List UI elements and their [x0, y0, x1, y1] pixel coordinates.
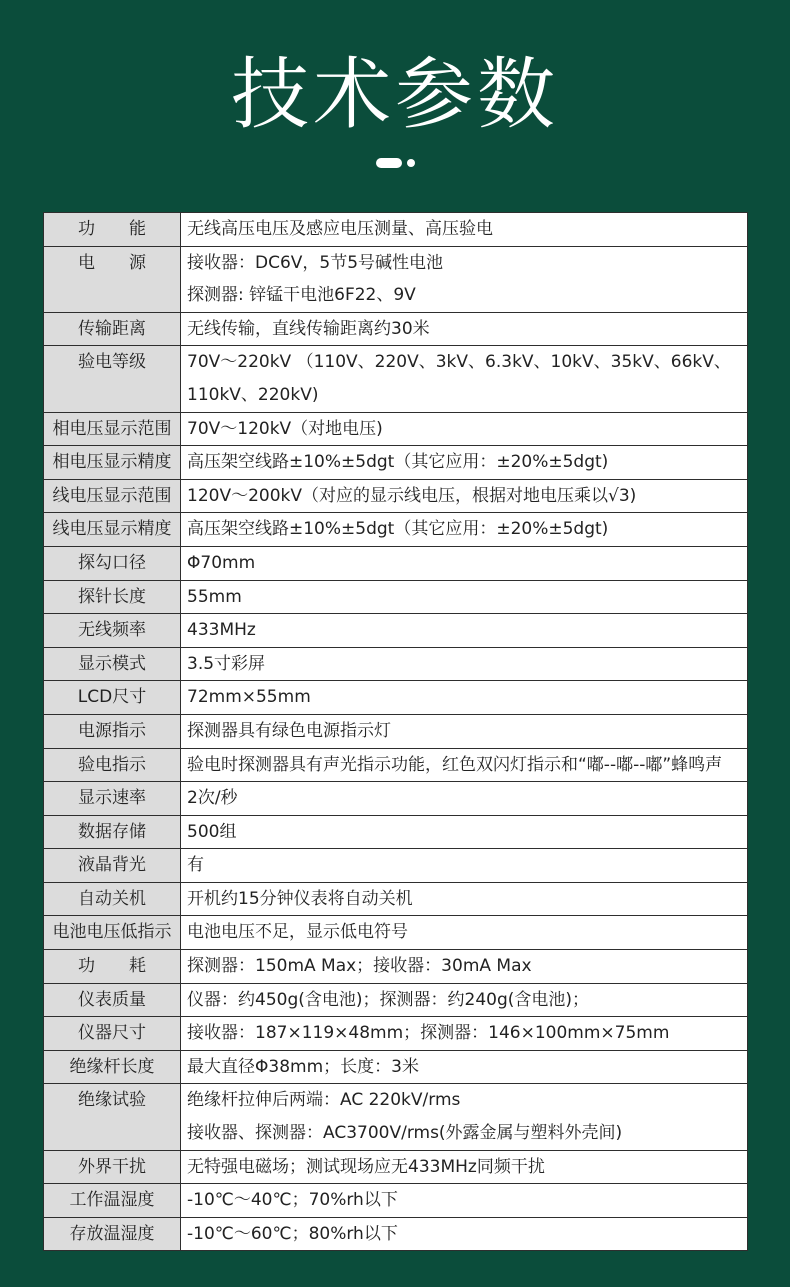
spec-row [44, 1050, 748, 1084]
spec-row [44, 1017, 748, 1051]
spec-label: 存放温湿度 [44, 1217, 181, 1251]
spec-row [44, 446, 748, 480]
spec-label: 验电等级 [44, 346, 181, 412]
spec-value [181, 815, 748, 849]
spec-value [181, 614, 748, 648]
spec-row [44, 513, 748, 547]
spec-value-line: 433MHz [187, 620, 256, 641]
spec-label: 电 源 [44, 246, 181, 312]
spec-label: 显示速率 [44, 782, 181, 816]
spec-label: 仪表质量 [44, 983, 181, 1017]
spec-value [181, 412, 748, 446]
spec-value [181, 950, 748, 984]
spec-value [181, 246, 748, 312]
spec-row [44, 882, 748, 916]
spec-value [181, 580, 748, 614]
spec-value-line: 绝缘杆拉伸后两端：AC 220kV/rms [187, 1090, 461, 1111]
spec-value-line: 开机约15分钟仪表将自动关机 [187, 888, 413, 909]
spec-value [181, 1050, 748, 1084]
spec-table [43, 212, 748, 1251]
spec-row [44, 580, 748, 614]
spec-value [181, 647, 748, 681]
spec-row [44, 213, 748, 247]
spec-row [44, 1184, 748, 1218]
spec-value-line: 最大直径Φ38mm；长度：3米 [187, 1056, 419, 1077]
spec-label: 线电压显示精度 [44, 513, 181, 547]
spec-label: 传输距离 [44, 312, 181, 346]
spec-label: 数据存储 [44, 815, 181, 849]
spec-label: 功 能 [44, 213, 181, 247]
spec-label: 电源指示 [44, 714, 181, 748]
spec-value [181, 1084, 748, 1150]
spec-value-line: 120V～200kV（对应的显示线电压，根据对地电压乘以√3) [187, 485, 637, 506]
spec-row [44, 1150, 748, 1184]
spec-value [181, 681, 748, 715]
spec-row [44, 246, 748, 312]
spec-value-line: 高压架空线路±10%±5dgt（其它应用：±20%±5dgt) [187, 452, 609, 473]
spec-value-line: 电池电压不足，显示低电符号 [187, 922, 408, 943]
spec-label: 绝缘杆长度 [44, 1050, 181, 1084]
spec-row [44, 647, 748, 681]
spec-row [44, 312, 748, 346]
spec-value-line: 55mm [187, 586, 242, 607]
spec-value [181, 748, 748, 782]
spec-value-line: 高压架空线路±10%±5dgt（其它应用：±20%±5dgt) [187, 519, 609, 540]
spec-value-line: 探测器: 锌锰干电池6F22、9V [187, 285, 416, 306]
spec-label: 绝缘试验 [44, 1084, 181, 1150]
spec-label: 功 耗 [44, 950, 181, 984]
spec-label: 无线频率 [44, 614, 181, 648]
spec-label: 线电压显示范围 [44, 479, 181, 513]
divider-dot [407, 159, 415, 167]
spec-label: 探勾口径 [44, 546, 181, 580]
spec-value [181, 1150, 748, 1184]
spec-value-line: 接收器：DC6V，5节5号碱性电池 [187, 252, 444, 273]
spec-value-line: 探测器具有绿色电源指示灯 [187, 720, 391, 741]
spec-label: 电池电压低指示 [44, 916, 181, 950]
spec-row [44, 782, 748, 816]
spec-value-line: 无线传输，直线传输距离约30米 [187, 318, 430, 339]
spec-value-line: 3.5寸彩屏 [187, 653, 266, 674]
spec-row [44, 546, 748, 580]
spec-label: 外界干扰 [44, 1150, 181, 1184]
spec-value-line: 70V～220kV （110V、220V、3kV、6.3kV、10kV、35kV、66kV、 [187, 352, 731, 373]
spec-label: 显示模式 [44, 647, 181, 681]
spec-value-line: 110kV、220kV) [187, 384, 319, 405]
spec-value [181, 546, 748, 580]
spec-row [44, 950, 748, 984]
spec-value [181, 312, 748, 346]
spec-value [181, 446, 748, 480]
spec-value [181, 882, 748, 916]
title-divider-ornament [376, 158, 416, 168]
spec-value-line: 仪器：约450g(含电池)；探测器：约240g(含电池)； [187, 989, 590, 1010]
spec-value [181, 1184, 748, 1218]
spec-table-body [44, 213, 748, 1251]
spec-row [44, 412, 748, 446]
spec-row [44, 479, 748, 513]
spec-label: 液晶背光 [44, 849, 181, 883]
spec-value-line: 70V～120kV（对地电压) [187, 418, 383, 439]
spec-value-line: 无特强电磁场；测试现场应无433MHz同频干扰 [187, 1156, 545, 1177]
spec-row [44, 815, 748, 849]
spec-label: 自动关机 [44, 882, 181, 916]
spec-value-line: Φ70mm [187, 552, 256, 573]
page-title: 技术参数 [230, 50, 559, 140]
spec-value-line: 接收器：187×119×48mm；探测器：146×100mm×75mm [187, 1023, 670, 1044]
spec-value-line: -10℃～60℃；80%rh以下 [187, 1223, 398, 1244]
spec-value-line: 探测器：150mA Max；接收器：30mA Max [187, 956, 532, 977]
spec-value [181, 782, 748, 816]
spec-label: 验电指示 [44, 748, 181, 782]
spec-value-line: 有 [187, 855, 204, 876]
spec-value [181, 346, 748, 412]
spec-label: 相电压显示范围 [44, 412, 181, 446]
spec-label: 相电压显示精度 [44, 446, 181, 480]
spec-row [44, 1217, 748, 1251]
spec-label: LCD尺寸 [44, 681, 181, 715]
spec-value [181, 983, 748, 1017]
spec-value [181, 213, 748, 247]
spec-value-line: 2次/秒 [187, 788, 238, 809]
spec-label: 工作温湿度 [44, 1184, 181, 1218]
spec-value [181, 916, 748, 950]
spec-value [181, 479, 748, 513]
spec-row [44, 346, 748, 412]
spec-row [44, 614, 748, 648]
spec-value-line: 500组 [187, 821, 237, 842]
spec-value [181, 1217, 748, 1251]
spec-row [44, 748, 748, 782]
spec-row [44, 1084, 748, 1150]
spec-value-line: 接收器、探测器：AC3700V/rms(外露金属与塑料外壳间) [187, 1123, 623, 1144]
spec-value [181, 714, 748, 748]
spec-value [181, 849, 748, 883]
spec-label: 探针长度 [44, 580, 181, 614]
spec-label: 仪器尺寸 [44, 1017, 181, 1051]
spec-row [44, 849, 748, 883]
spec-row [44, 681, 748, 715]
spec-row [44, 983, 748, 1017]
spec-row [44, 916, 748, 950]
spec-value-line: -10℃～40℃；70%rh以下 [187, 1190, 398, 1211]
spec-value [181, 1017, 748, 1051]
spec-row [44, 714, 748, 748]
spec-value-line: 无线高压电压及感应电压测量、高压验电 [187, 219, 493, 239]
spec-value [181, 513, 748, 547]
spec-value-line: 验电时探测器具有声光指示功能，红色双闪灯指示和“嘟--嘟--嘟”蜂鸣声 [187, 754, 723, 775]
spec-value-line: 72mm×55mm [187, 687, 311, 708]
divider-bar [376, 158, 402, 168]
